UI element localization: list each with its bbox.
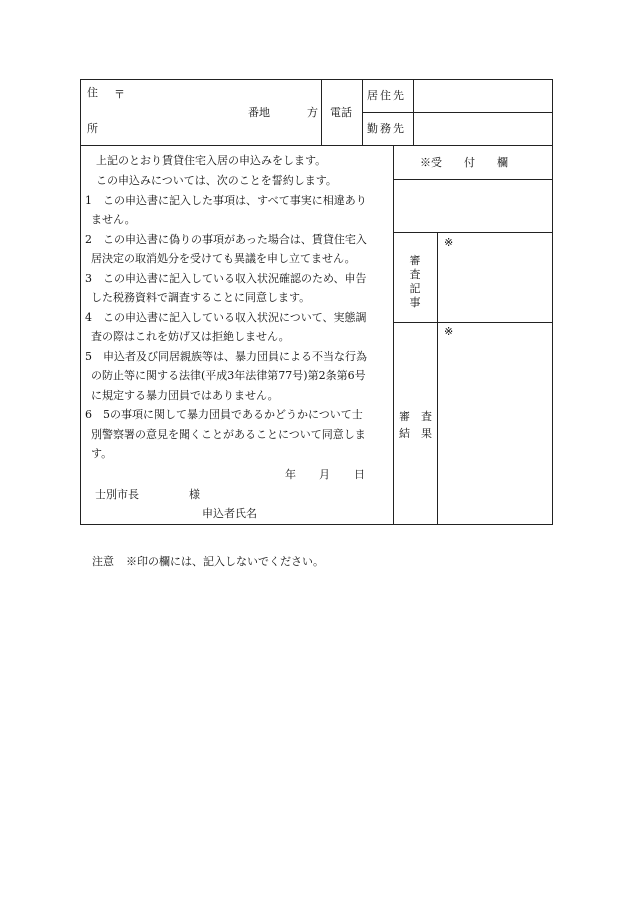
border-reception-bottom bbox=[393, 232, 553, 233]
address-label-top: 住 bbox=[87, 86, 98, 99]
kata-label: 方 bbox=[307, 106, 318, 119]
honorific: 様 bbox=[189, 488, 200, 501]
note-text: ※印の欄には、記入しないでください。 bbox=[126, 555, 324, 568]
address-label-bottom: 所 bbox=[87, 122, 98, 135]
postal-mark: 〒 bbox=[114, 88, 125, 101]
pledge-line: ません。 bbox=[91, 213, 136, 226]
pledge-line: 3 この申込書に記入している収入状況確認のため、申告 bbox=[85, 272, 367, 285]
pledge-line: 別警察署の意見を聞くことがあることについて同意しま bbox=[91, 428, 366, 441]
addressee: 士別市長 bbox=[95, 488, 139, 501]
review-notes-char: 事 bbox=[409, 296, 421, 309]
review-notes-char: 審 bbox=[409, 254, 421, 267]
intro-line-2: この申込みについては、次のことを誓約します。 bbox=[96, 174, 337, 187]
residence-label: 居住先 bbox=[367, 89, 406, 102]
pledge-line: 4 この申込書に記入している収入状況について、実態調 bbox=[85, 311, 367, 324]
banchi-label: 番地 bbox=[248, 106, 270, 119]
border-review-notes-bottom bbox=[393, 322, 553, 323]
reception-label: ※受 付 欄 bbox=[420, 156, 508, 169]
pledge-line: の防止等に関する法律(平成3年法律第77号)第2条第6号 bbox=[91, 369, 366, 382]
border-residence-bottom bbox=[362, 112, 553, 113]
date-day: 日 bbox=[354, 468, 365, 481]
workplace-label: 勤務先 bbox=[367, 122, 406, 135]
pledge-line: 1 この申込書に記入した事項は、すべて事実に相違あり bbox=[85, 194, 367, 207]
pledge-line: 5 申込者及び同居親族等は、暴力団員による不当な行為 bbox=[85, 350, 367, 363]
border-review-label-right bbox=[437, 232, 438, 525]
pledge-line: す。 bbox=[91, 447, 113, 460]
border-bottom bbox=[80, 524, 553, 525]
border-body-right bbox=[393, 145, 394, 525]
border-right bbox=[552, 79, 553, 525]
date-year: 年 bbox=[285, 468, 296, 481]
note-label: 注意 bbox=[92, 555, 114, 568]
border-header-bottom bbox=[80, 145, 553, 146]
review-result-label-bottom: 結 果 bbox=[399, 427, 432, 440]
phone-label: 電話 bbox=[330, 106, 352, 119]
review-notes-label bbox=[408, 254, 422, 310]
pledge-line: 6 5の事項に関して暴力団員であるかどうかについて士 bbox=[85, 408, 363, 421]
review-notes-char: 記 bbox=[409, 282, 421, 295]
border-phone-right bbox=[362, 79, 363, 146]
review-result-label-top: 審 査 bbox=[399, 410, 432, 423]
pledge-line: 2 この申込書に偽りの事項があった場合は、賃貸住宅入 bbox=[85, 233, 367, 246]
border-left bbox=[80, 79, 81, 525]
pledge-line: した税務資料で調査することに同意します。 bbox=[91, 291, 311, 304]
date-month: 月 bbox=[319, 468, 330, 481]
pledge-line: 査の際はこれを妨げ又は拒絶しません。 bbox=[91, 330, 290, 343]
border-reception-title-bottom bbox=[393, 179, 553, 180]
intro-line-1: 上記のとおり賃貸住宅入居の申込みをします。 bbox=[96, 154, 327, 167]
applicant-name-label: 申込者氏名 bbox=[202, 507, 257, 520]
pledge-line: 居決定の取消処分を受けても異議を申し立てません。 bbox=[91, 252, 356, 265]
review-notes-char: 査 bbox=[409, 268, 421, 281]
border-contact-label-right bbox=[413, 79, 414, 146]
review-result-mark: ※ bbox=[444, 325, 454, 338]
review-notes-mark: ※ bbox=[444, 236, 454, 249]
pledge-line: に規定する暴力団員ではありません。 bbox=[91, 389, 279, 402]
border-top bbox=[80, 79, 553, 80]
border-address-right bbox=[321, 79, 322, 146]
